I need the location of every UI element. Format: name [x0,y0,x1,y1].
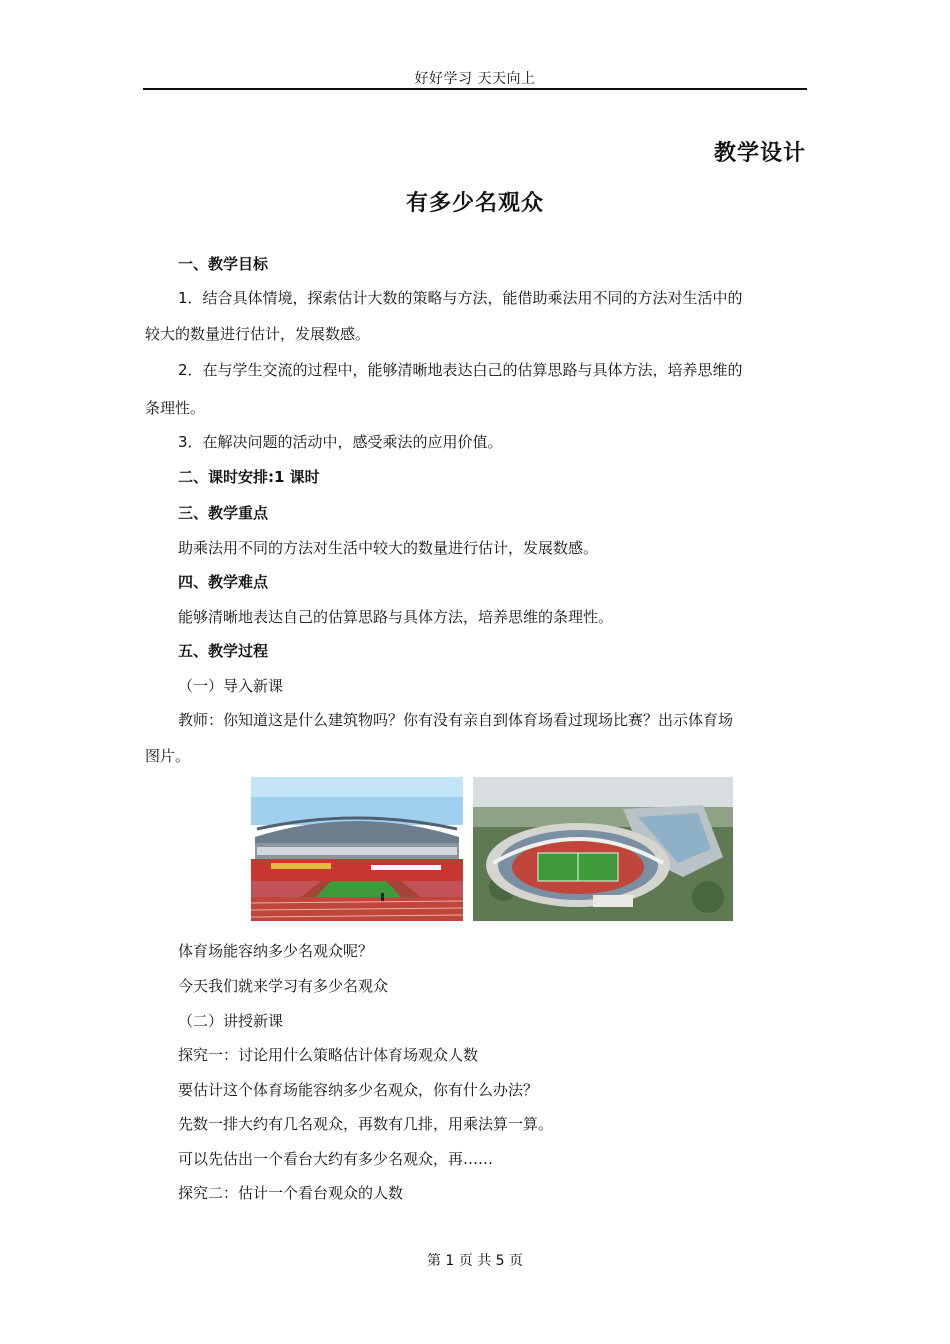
stadium-photo-ground-view [251,777,463,921]
section-heading-goals: 一、教学目标 [178,255,269,273]
explore-1-title: 探究一：讨论用什么策略估计体育场观众人数 [178,1046,479,1064]
doc-type-label: 教学设计 [713,141,806,166]
header-rule [143,88,807,90]
explore-2-title: 探究二：估计一个看台观众的人数 [178,1184,404,1202]
explore-1-answer-2: 可以先估出一个看台大约有多少名观众，再…… [178,1150,494,1168]
question-capacity: 体育场能容纳多少名观众呢？ [178,942,374,960]
subsection-intro: （一）导入新课 [178,677,284,695]
doc-title: 有多少名观众 [405,191,544,216]
stadium-photo-aerial-view [473,777,733,921]
page-header: 好好学习 天天向上 [414,71,536,87]
difficulties-text: 能够清晰地表达自己的估算思路与具体方法，培养思维的条理性。 [178,608,614,626]
section-heading-schedule: 二、课时安排:1 课时 [178,468,320,486]
explore-1-answer-1: 先数一排大约有几名观众，再数有几排，用乘法算一算。 [178,1115,554,1133]
goal-1-line-1: 1．结合具体情境，探索估计大数的策略与方法，能借助乘法用不同的方法对生活中的 [178,289,743,307]
section-heading-process: 五、教学过程 [178,642,269,660]
goal-2-line-2: 条理性。 [145,399,206,417]
explore-1-question: 要估计这个体育场能容纳多少名观众，你有什么办法？ [178,1081,539,1099]
section-heading-key-points: 三、教学重点 [178,504,269,522]
section-heading-difficulties: 四、教学难点 [178,573,269,591]
subsection-teaching: （二）讲授新课 [178,1012,284,1030]
teacher-line-2: 图片。 [145,747,191,765]
lesson-intro: 今天我们就来学习有多少名观众 [178,977,389,995]
goal-2-line-1: 2．在与学生交流的过程中，能够清晰地表达白己的估算思路与具体方法，培养思维的 [178,361,743,379]
goal-1-line-2: 较大的数量进行估计，发展数感。 [145,325,371,343]
key-points-text: 助乘法用不同的方法对生活中较大的数量进行估计，发展数感。 [178,539,599,557]
goal-3: 3．在解决问题的活动中，感受乘法的应用价值。 [178,433,503,451]
page-footer: 第 1 页 共 5 页 [426,1253,524,1269]
teacher-line-1: 教师：你知道这是什么建筑物吗？你有没有亲自到体育场看过现场比赛？出示体育场 [178,711,734,729]
